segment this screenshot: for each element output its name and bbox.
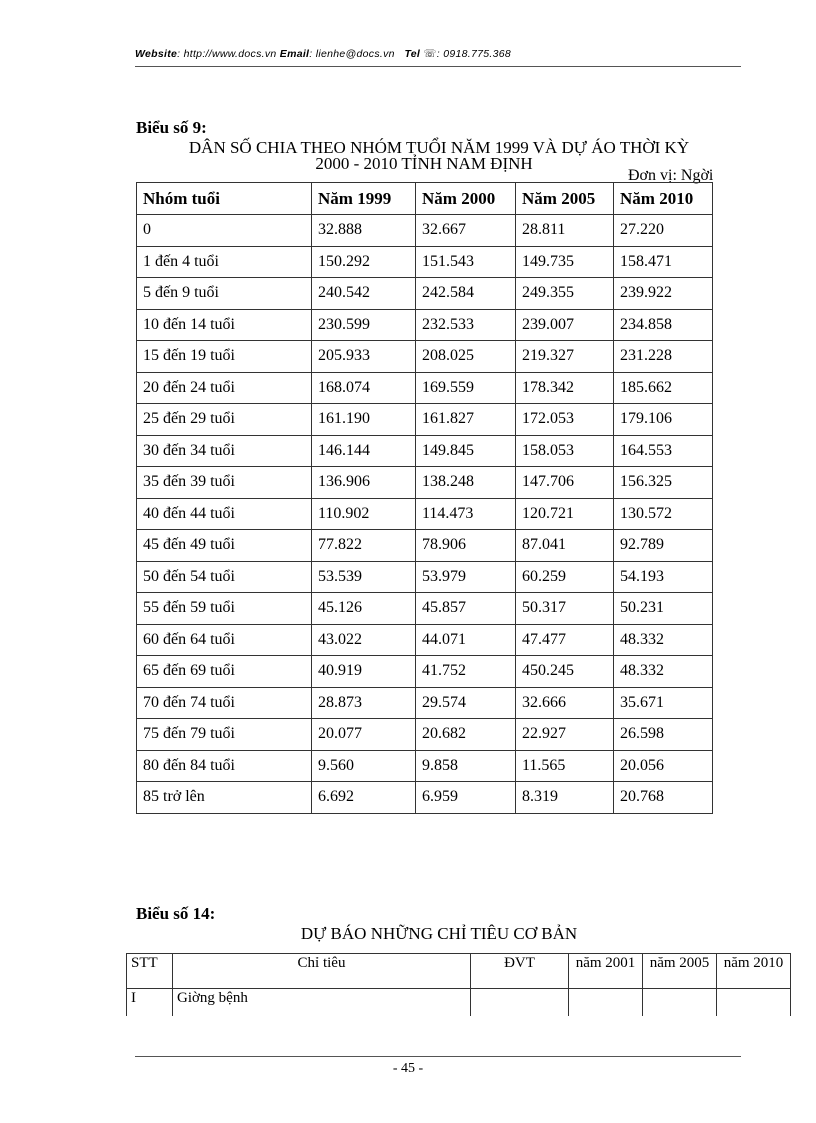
table-row xyxy=(137,530,713,562)
table-cell: I xyxy=(127,989,173,1017)
table1-label: Biểu số 9: xyxy=(136,118,207,137)
age-group-cell: 5 đến 9 tuổi xyxy=(137,278,312,310)
value-cell: 242.584 xyxy=(416,278,516,310)
value-cell: 239.007 xyxy=(516,309,614,341)
value-cell: 249.355 xyxy=(516,278,614,310)
table-row xyxy=(137,561,713,593)
value-cell: 9.560 xyxy=(312,750,416,782)
value-cell: 179.106 xyxy=(614,404,713,436)
table-row xyxy=(137,246,713,278)
value-cell: 29.574 xyxy=(416,687,516,719)
value-cell: 48.332 xyxy=(614,656,713,688)
table1-title-line1: DÂN SỐ CHIA THEO NHÓM TUỔI NĂM 1999 VÀ DỰ ÁO THỜI KỲ xyxy=(188,138,690,157)
column-header: Năm 2010 xyxy=(614,183,713,215)
table-row xyxy=(137,467,713,499)
tel-value: : 0918.775.368 xyxy=(436,48,512,60)
header-divider xyxy=(135,66,741,67)
table-row xyxy=(127,989,791,1017)
value-cell: 147.706 xyxy=(516,467,614,499)
value-cell: 136.906 xyxy=(312,467,416,499)
value-cell: 158.471 xyxy=(614,246,713,278)
value-cell: 150.292 xyxy=(312,246,416,278)
value-cell: 54.193 xyxy=(614,561,713,593)
table1-title-line2: 2000 - 2010 TỈNH NAM ĐỊNH xyxy=(315,154,533,173)
column-header: Năm 2000 xyxy=(416,183,516,215)
value-cell: 164.553 xyxy=(614,435,713,467)
forecast-table xyxy=(126,953,791,1016)
value-cell: 50.317 xyxy=(516,593,614,625)
age-group-cell: 85 trở lên xyxy=(137,782,312,814)
table-row xyxy=(137,341,713,373)
value-cell: 6.959 xyxy=(416,782,516,814)
age-group-cell: 45 đến 49 tuổi xyxy=(137,530,312,562)
table-row xyxy=(137,719,713,751)
value-cell: 120.721 xyxy=(516,498,614,530)
value-cell: 151.543 xyxy=(416,246,516,278)
value-cell: 205.933 xyxy=(312,341,416,373)
value-cell: 6.692 xyxy=(312,782,416,814)
column-header: năm 2005 xyxy=(643,954,717,989)
tel-label: Tel xyxy=(404,48,421,60)
age-group-cell: 20 đến 24 tuổi xyxy=(137,372,312,404)
table2-title: DỰ BÁO NHỮNG CHỈ TIÊU CƠ BẢN xyxy=(300,924,578,943)
column-header: Nhóm tuổi xyxy=(137,183,312,215)
value-cell: 450.245 xyxy=(516,656,614,688)
value-cell: 9.858 xyxy=(416,750,516,782)
table-cell xyxy=(569,989,643,1017)
table-cell xyxy=(471,989,569,1017)
table-header-row xyxy=(127,954,791,989)
phone-icon: ☏ xyxy=(423,48,437,60)
column-header: ĐVT xyxy=(471,954,569,989)
age-group-cell: 35 đến 39 tuổi xyxy=(137,467,312,499)
value-cell: 11.565 xyxy=(516,750,614,782)
value-cell: 22.927 xyxy=(516,719,614,751)
footer-divider xyxy=(135,1056,741,1057)
table-row xyxy=(137,750,713,782)
value-cell: 20.682 xyxy=(416,719,516,751)
table-row xyxy=(137,435,713,467)
value-cell: 240.542 xyxy=(312,278,416,310)
value-cell: 53.979 xyxy=(416,561,516,593)
value-cell: 130.572 xyxy=(614,498,713,530)
value-cell: 20.056 xyxy=(614,750,713,782)
age-group-cell: 15 đến 19 tuổi xyxy=(137,341,312,373)
column-header: Năm 1999 xyxy=(312,183,416,215)
value-cell: 92.789 xyxy=(614,530,713,562)
value-cell: 50.231 xyxy=(614,593,713,625)
value-cell: 219.327 xyxy=(516,341,614,373)
table-row xyxy=(137,624,713,656)
table-cell xyxy=(643,989,717,1017)
value-cell: 44.071 xyxy=(416,624,516,656)
value-cell: 87.041 xyxy=(516,530,614,562)
value-cell: 239.922 xyxy=(614,278,713,310)
email-label: Email xyxy=(279,48,310,60)
value-cell: 48.332 xyxy=(614,624,713,656)
value-cell: 158.053 xyxy=(516,435,614,467)
value-cell: 47.477 xyxy=(516,624,614,656)
table-row xyxy=(137,498,713,530)
table-row xyxy=(137,656,713,688)
table-row xyxy=(137,215,713,247)
value-cell: 185.662 xyxy=(614,372,713,404)
table-row xyxy=(137,593,713,625)
value-cell: 77.822 xyxy=(312,530,416,562)
value-cell: 146.144 xyxy=(312,435,416,467)
value-cell: 161.190 xyxy=(312,404,416,436)
value-cell: 60.259 xyxy=(516,561,614,593)
value-cell: 35.671 xyxy=(614,687,713,719)
value-cell: 26.598 xyxy=(614,719,713,751)
table-cell xyxy=(717,989,791,1017)
table-row xyxy=(137,782,713,814)
table-row xyxy=(137,687,713,719)
value-cell: 114.473 xyxy=(416,498,516,530)
value-cell: 138.248 xyxy=(416,467,516,499)
value-cell: 110.902 xyxy=(312,498,416,530)
table-row xyxy=(137,309,713,341)
value-cell: 32.666 xyxy=(516,687,614,719)
table-row xyxy=(137,372,713,404)
column-header: Năm 2005 xyxy=(516,183,614,215)
age-group-cell: 80 đến 84 tuổi xyxy=(137,750,312,782)
value-cell: 45.126 xyxy=(312,593,416,625)
value-cell: 208.025 xyxy=(416,341,516,373)
value-cell: 8.319 xyxy=(516,782,614,814)
population-table xyxy=(136,182,713,814)
column-header: STT xyxy=(127,954,173,989)
value-cell: 20.077 xyxy=(312,719,416,751)
value-cell: 41.752 xyxy=(416,656,516,688)
age-group-cell: 70 đến 74 tuổi xyxy=(137,687,312,719)
age-group-cell: 60 đến 64 tuổi xyxy=(137,624,312,656)
age-group-cell: 30 đến 34 tuổi xyxy=(137,435,312,467)
column-header: năm 2010 xyxy=(717,954,791,989)
value-cell: 178.342 xyxy=(516,372,614,404)
value-cell: 53.539 xyxy=(312,561,416,593)
value-cell: 28.811 xyxy=(516,215,614,247)
age-group-cell: 1 đến 4 tuổi xyxy=(137,246,312,278)
table-cell: Giờng bệnh xyxy=(173,989,471,1017)
value-cell: 230.599 xyxy=(312,309,416,341)
value-cell: 32.888 xyxy=(312,215,416,247)
age-group-cell: 40 đến 44 tuổi xyxy=(137,498,312,530)
table-row xyxy=(137,404,713,436)
table-header-row xyxy=(137,183,713,215)
value-cell: 45.857 xyxy=(416,593,516,625)
value-cell: 40.919 xyxy=(312,656,416,688)
table-row xyxy=(137,278,713,310)
website-label: Website xyxy=(135,48,178,60)
email-value: : lienhe@docs.vn xyxy=(309,48,395,60)
age-group-cell: 55 đến 59 tuổi xyxy=(137,593,312,625)
page-header xyxy=(135,48,741,60)
value-cell: 156.325 xyxy=(614,467,713,499)
value-cell: 149.845 xyxy=(416,435,516,467)
value-cell: 20.768 xyxy=(614,782,713,814)
age-group-cell: 65 đến 69 tuổi xyxy=(137,656,312,688)
value-cell: 28.873 xyxy=(312,687,416,719)
age-group-cell: 50 đến 54 tuổi xyxy=(137,561,312,593)
value-cell: 169.559 xyxy=(416,372,516,404)
table2-label: Biểu số 14: xyxy=(136,904,216,923)
value-cell: 43.022 xyxy=(312,624,416,656)
value-cell: 78.906 xyxy=(416,530,516,562)
column-header: năm 2001 xyxy=(569,954,643,989)
column-header: Chỉ tiêu xyxy=(173,954,471,989)
value-cell: 32.667 xyxy=(416,215,516,247)
page-number: - 45 - xyxy=(392,1061,424,1076)
website-url: : http://www.docs.vn xyxy=(177,48,277,60)
value-cell: 168.074 xyxy=(312,372,416,404)
value-cell: 231.228 xyxy=(614,341,713,373)
value-cell: 161.827 xyxy=(416,404,516,436)
value-cell: 234.858 xyxy=(614,309,713,341)
value-cell: 27.220 xyxy=(614,215,713,247)
age-group-cell: 0 xyxy=(137,215,312,247)
value-cell: 149.735 xyxy=(516,246,614,278)
table1-unit: Đơn vị: Ngời xyxy=(628,167,714,184)
age-group-cell: 10 đến 14 tuổi xyxy=(137,309,312,341)
age-group-cell: 75 đến 79 tuổi xyxy=(137,719,312,751)
value-cell: 232.533 xyxy=(416,309,516,341)
value-cell: 172.053 xyxy=(516,404,614,436)
age-group-cell: 25 đến 29 tuổi xyxy=(137,404,312,436)
